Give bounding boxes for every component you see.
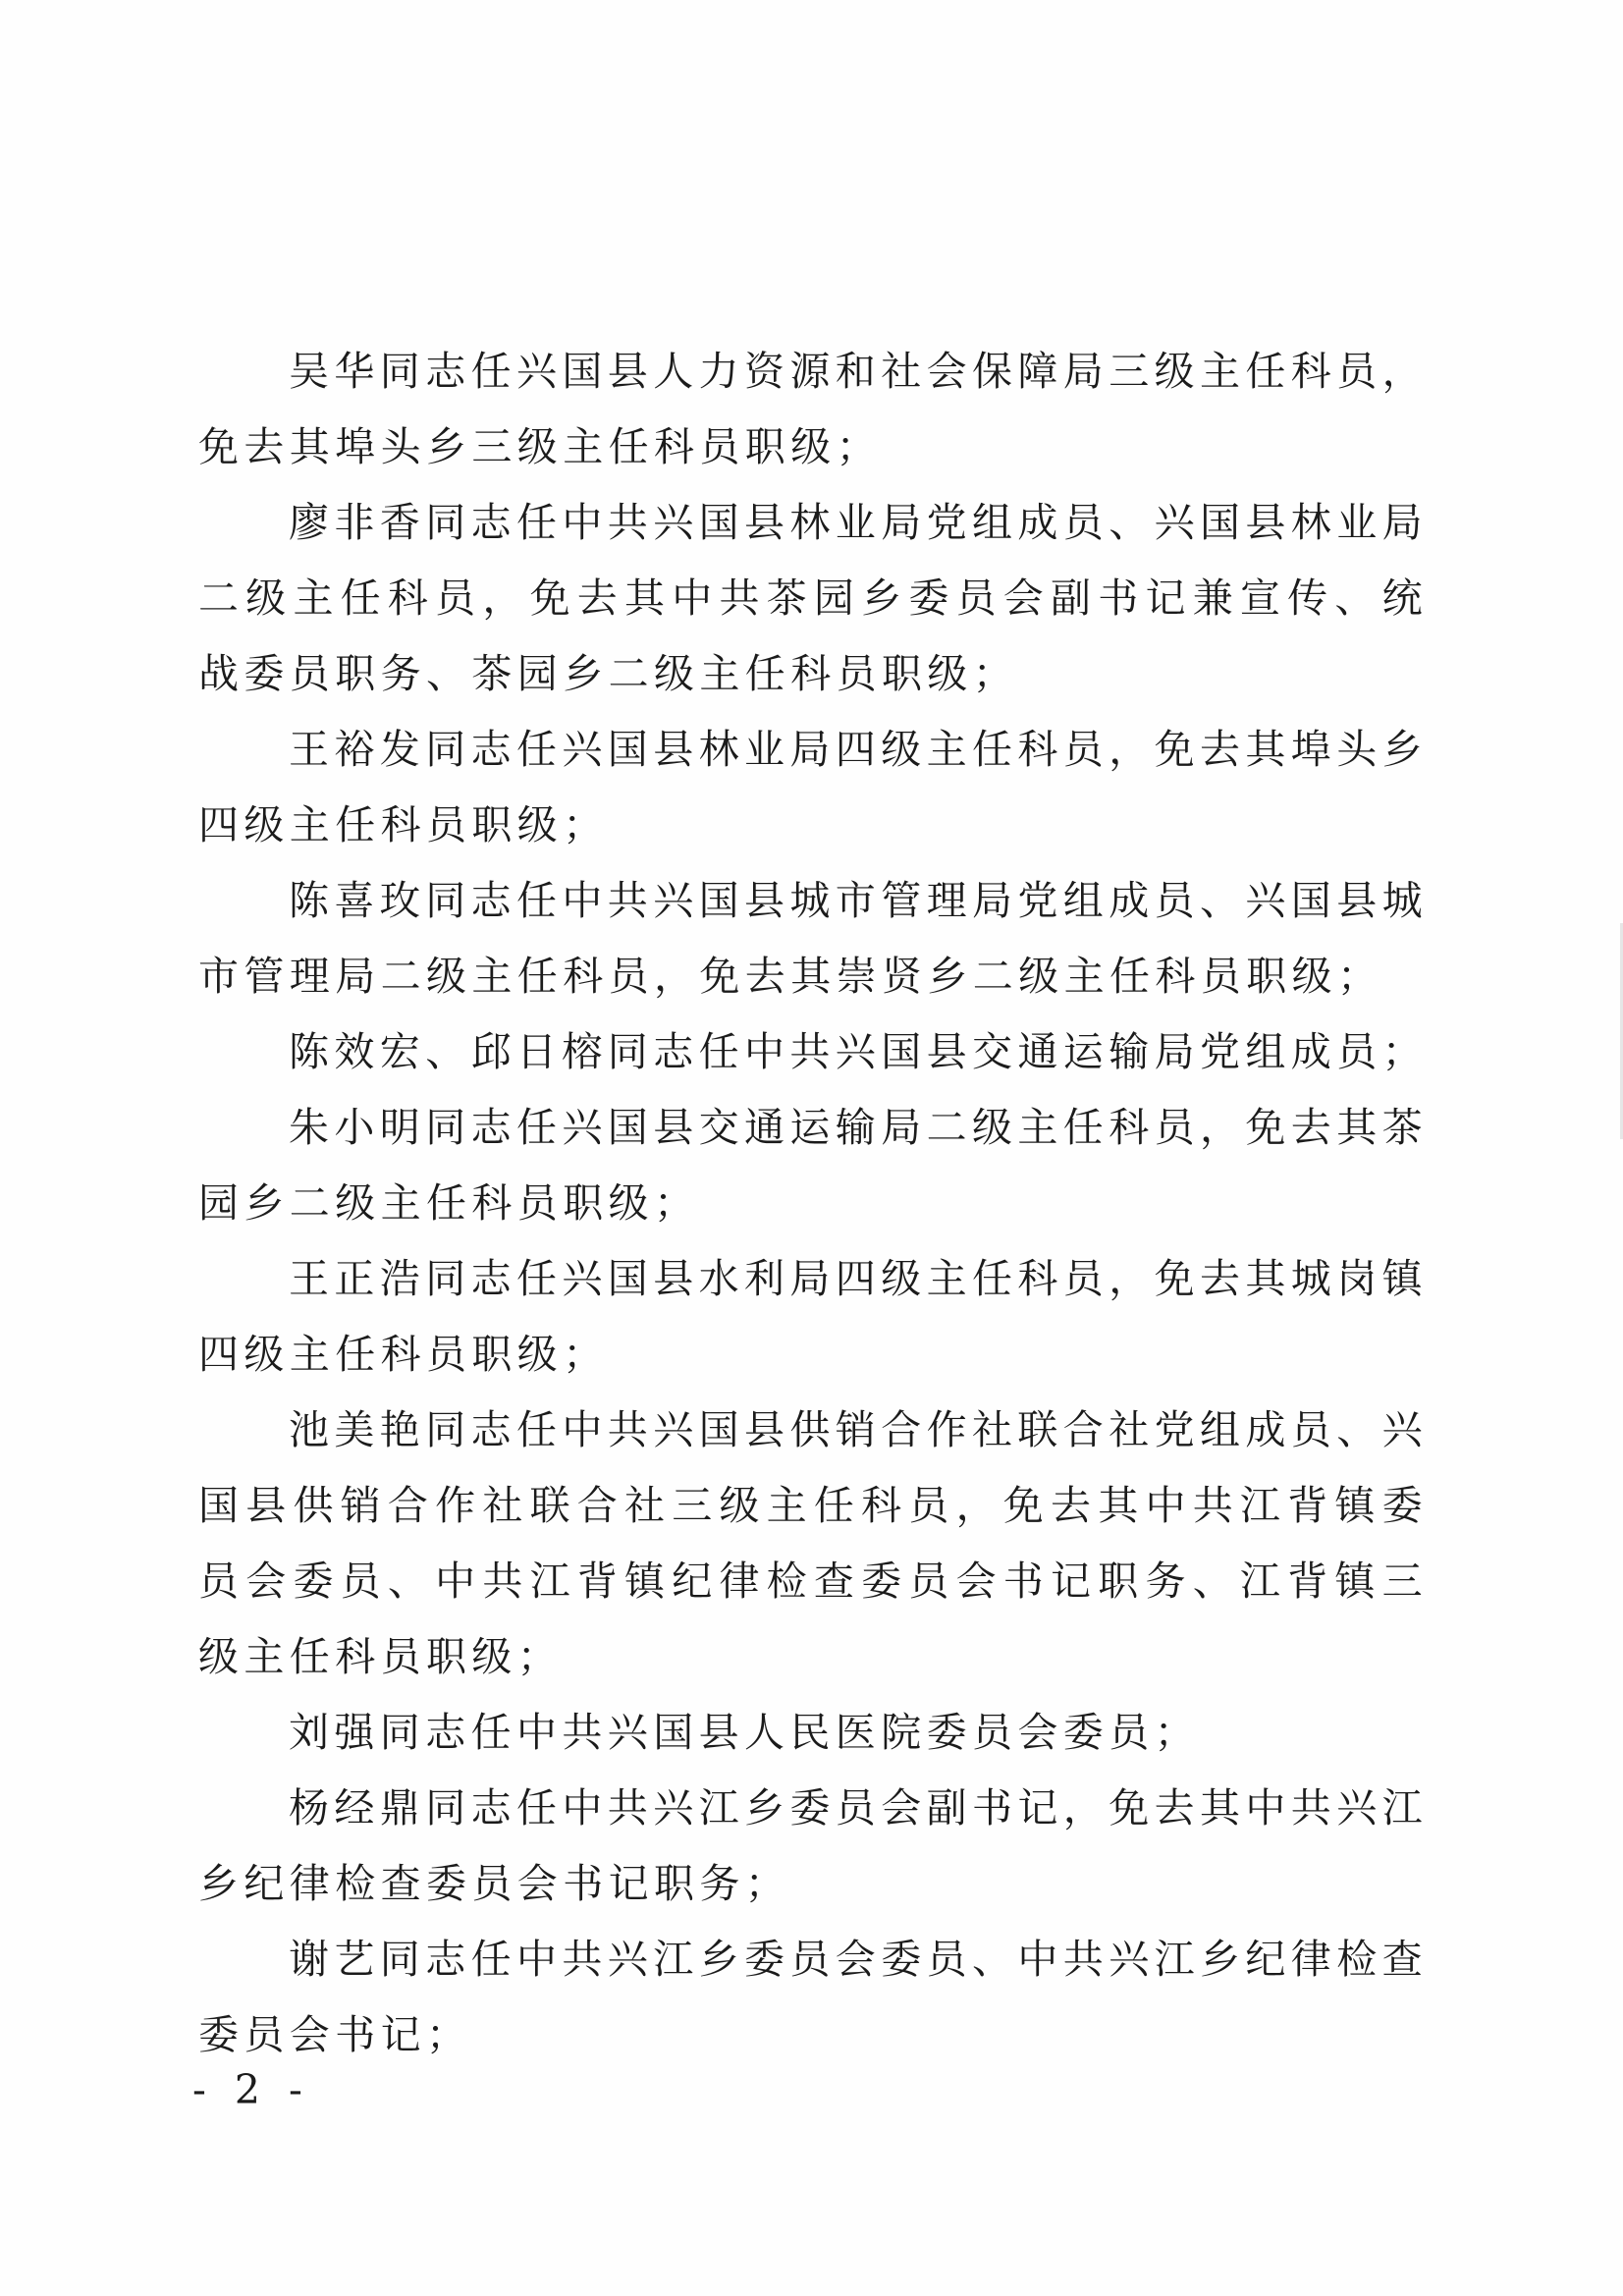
paragraph-zhu-xiaoming: 朱小明同志任兴国县交通运输局二级主任科员，免去其茶园乡二级主任科员职级； [198, 1104, 1428, 1227]
paragraph-yang-jingding: 杨经鼎同志任中共兴江乡委员会副书记，免去其中共兴江乡纪律检查委员会书记职务； [198, 1784, 1428, 1907]
paragraph-chen-ximei: 陈喜玫同志任中共兴国县城市管理局党组成员、兴国县城市管理局二级主任科员，免去其崇贤乡二级主任科员职级； [198, 877, 1428, 1000]
paragraph-liao-feixiang: 廖非香同志任中共兴国县林业局党组成员、兴国县林业局二级主任科员，免去其中共茶园乡委员会副书记兼宣传、统战委员职务、茶园乡二级主任科员职级； [198, 499, 1428, 697]
paragraph-wang-zhenghao: 王正浩同志任兴国县水利局四级主任科员，免去其城岗镇四级主任科员职级； [198, 1255, 1428, 1378]
paragraph-wang-yufa: 王裕发同志任兴国县林业局四级主任科员，免去其埠头乡四级主任科员职级； [198, 726, 1428, 848]
paragraph-xie-yi: 谢艺同志任中共兴江乡委员会委员、中共兴江乡纪律检查委员会书记； [198, 1936, 1428, 2058]
paragraph-liu-qiang: 刘强同志任中共兴国县人民医院委员会委员； [289, 1709, 1200, 1756]
document-body [198, 334, 1428, 2073]
paragraph-wu-hua: 吴华同志任兴国县人力资源和社会保障局三级主任科员，免去其埠头乡三级主任科员职级； [198, 348, 1428, 470]
paragraph-chi-meiyan: 池美艳同志任中共兴国县供销合作社联合社党组成员、兴国县供销合作社联合社三级主任科员，免去其中共江背镇委员会委员、中共江背镇纪律检查委员会书记职务、江背镇三级主任科员职级； [198, 1406, 1428, 1680]
page-number: - 2 - [192, 2066, 310, 2113]
paragraph-chen-xiaohong-qiu-rirong: 陈效宏、邱日榕同志任中共兴国县交通运输局党组成员； [289, 1028, 1428, 1075]
